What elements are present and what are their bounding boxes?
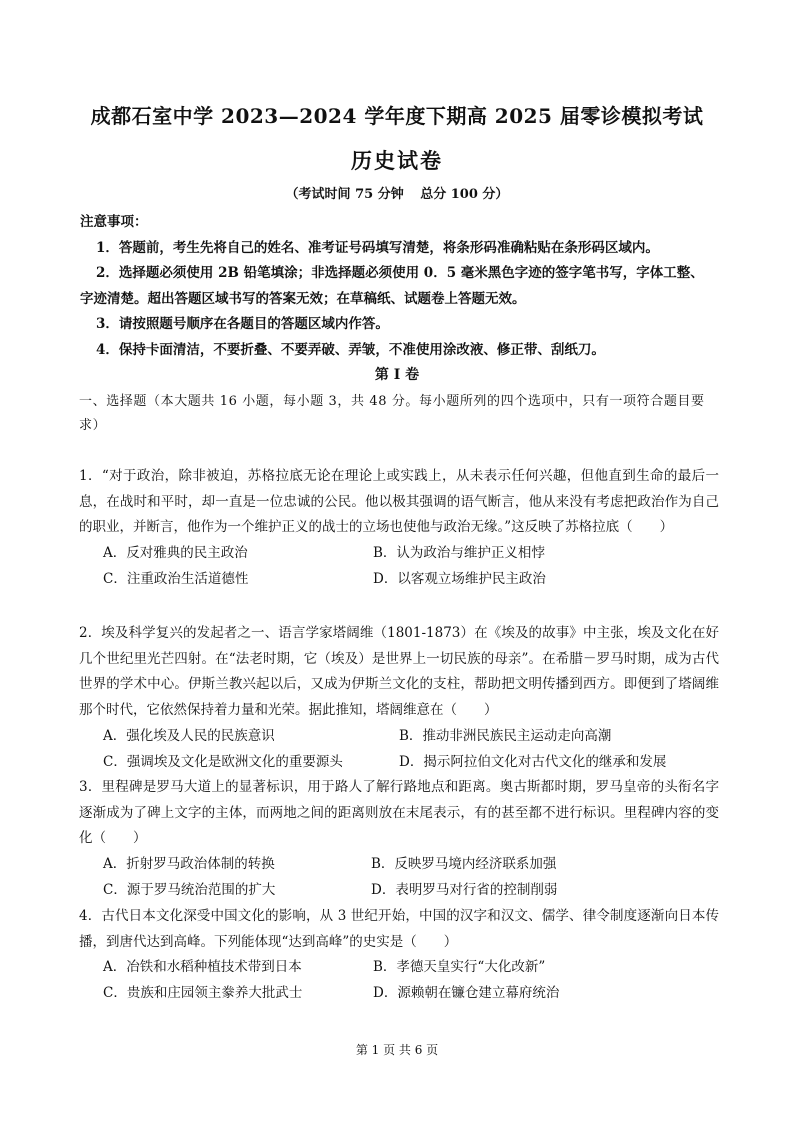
total-score: 总分 100 分） <box>420 187 509 202</box>
question-2 <box>79 621 719 775</box>
option-b: B．孝德天皇实行“大化改新” <box>373 959 546 976</box>
option-c: C．源于罗马统治范围的扩大 <box>103 881 276 898</box>
option-b: B．反映罗马境内经济联系加强 <box>371 856 557 873</box>
note-item: 2．选择题必须使用 2B 铅笔填涂；非选择题必须使用 0．5 毫米黑色字迹的签字笔书写，字体工整、 <box>96 265 704 281</box>
question-text: 2．埃及科学复兴的发起者之一、语言学家塔阔维（1801-1873）在《埃及的故事》中主张，埃及文化在好几个世纪里光芒四射。在“法老时期，它（埃及）是世界上一切民族的母亲”。在希腊－罗马时期，成为古代世界的学术中心。伊斯兰教兴起以后，又成为伊斯兰文化的支柱，帮助把文明传播到西方。即便到了塔阔维那个时代，它依然保持着力量和光荣。据此推知，塔阔维意在（ ） <box>79 625 719 719</box>
option-c: C．强调埃及文化是欧洲文化的重要源头 <box>103 753 343 770</box>
note-item: 字迹清楚。超出答题区域书写的答案无效；在草稿纸、试题卷上答题无效。 <box>80 290 526 307</box>
section-instructions: 一、选择题（本大题共 16 小题，每小题 3，共 48 分。每小题所列的四个选项中，只有一项符合题目要求） <box>79 394 705 433</box>
note-item: 1．答题前，考生先将自己的姓名、准考证号码填写清楚，将条形码准确粘贴在条形码区域内。 <box>96 239 659 256</box>
note-item: 3．请按照题号顺序在各题目的答题区域内作答。 <box>96 316 389 332</box>
question-text: 3．里程碑是罗马大道上的显著标识，用于路人了解行路地点和距离。奥古斯都时期，罗马皇帝的头衔名字逐渐成为了碑上文字的主体，而两地之间的距离则放在末尾表示，有的甚至都不进行标识。里程碑内容的变化（ ） <box>79 779 719 847</box>
option-d: D．揭示阿拉伯文化对古代文化的继承和发展 <box>399 753 667 770</box>
options <box>79 852 719 903</box>
option-d: D．表明罗马对行省的控制削弱 <box>371 881 558 898</box>
notes-section <box>80 210 716 363</box>
question-text: 4．古代日本文化深受中国文化的影响，从 3 世纪开始，中国的汉字和汉文、儒学、律令制度逐渐向日本传播，到唐代达到高峰。下列能体现“达到高峰”的史实是（ ） <box>79 908 719 950</box>
option-a: A．强化埃及人民的民族意识 <box>103 727 275 744</box>
exam-meta <box>0 183 794 202</box>
subject-title: 历史试卷 <box>351 148 443 173</box>
notes-heading: 注意事项： <box>80 214 148 230</box>
option-a: A．折射罗马政治体制的转换 <box>103 856 275 873</box>
option-d: D．以客观立场维护民主政治 <box>373 570 546 587</box>
option-b: B．认为政治与维护正义相悖 <box>373 545 545 562</box>
options <box>79 541 719 592</box>
options <box>79 955 719 1006</box>
option-a: A．反对雅典的民主政治 <box>103 545 248 562</box>
section-title: 第 I 卷 <box>374 367 420 383</box>
question-1 <box>79 464 719 593</box>
note-item: 4．保持卡面清洁，不要折叠、不要弄破、弄皱，不准使用涂改液、修正带、刮纸刀。 <box>96 341 605 358</box>
option-c: C．注重政治生活道德性 <box>103 570 249 587</box>
option-a: A．冶铁和水稻种植技术带到日本 <box>103 959 302 976</box>
question-3 <box>79 775 719 904</box>
options <box>79 724 719 775</box>
option-c: C．贵族和庄园领主豢养大批武士 <box>103 985 303 1002</box>
exam-time: （考试时间 75 分钟 <box>285 187 404 202</box>
exam-title: 成都石室中学 2023—2024 学年度下期高 2025 届零诊模拟考试 <box>90 104 704 128</box>
option-d: D．源赖朝在镰仓建立幕府统治 <box>373 985 560 1002</box>
option-b: B．推动非洲民族民主运动走向高潮 <box>399 727 612 744</box>
page-number: 第 1 页 共 6 页 <box>355 1043 439 1057</box>
question-text: 1．“对于政治，除非被迫，苏格拉底无论在理论上或实践上，从未表示任何兴趣，但他直到生命的最后一息，在战时和平时，却一直是一位忠诚的公民。他以极其强调的语气断言，他从来没有考虑把政治作为自己的职业，并断言，他作为一个维护正义的战士的立场也使他与政治无缘。”这反映了苏格拉底（ ） <box>79 468 719 536</box>
question-4 <box>79 904 719 1007</box>
